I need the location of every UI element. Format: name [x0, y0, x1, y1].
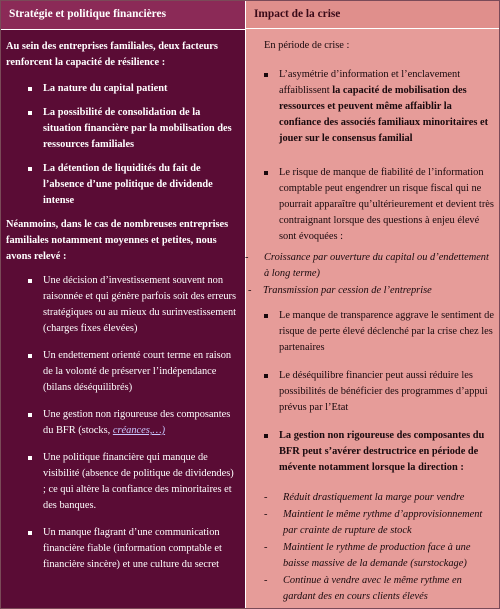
bullet-icon — [28, 167, 32, 171]
dash-item: - Maintient le rythme de production face à une baisse massive de la demande (surstockage) — [264, 542, 471, 569]
strategy-intro: Au sein des entreprises familiales, deux facteurs renforcent la capacité de résilience : — [6, 41, 218, 68]
bullet-icon — [28, 111, 32, 115]
bullet-icon — [264, 73, 268, 77]
dash-item: - Réduit drastiquement la marge pour vendre — [264, 490, 495, 506]
list-item: La nature du capital patient — [6, 81, 239, 97]
dash-icon: - — [245, 252, 249, 263]
observations-list — [6, 273, 239, 573]
dash-item: - Transmission par cession de l’entreprise — [245, 283, 495, 299]
list-item: Une décision d’investissement souvent non raisonnée et qui génère parfois soit des erreurs stratégiques ou au mieux du surinvestissement (charges fixes élevées) — [6, 273, 239, 337]
strategy-transition: Néanmoins, dans le cas de nombreuses entreprises familiales notamment moyennes et petites, nous avons relevé : — [6, 219, 229, 262]
bullet-icon — [28, 413, 32, 417]
list-item: L’asymétrie d’information et l’enclavement affaiblissent la capacité de mobilisation des ressources et peuvent même affaiblir la confiance des associés familiaux minoritaires et jouer sur le consensus familial — [264, 67, 495, 147]
dash-icon: - — [248, 285, 252, 296]
bullet-icon — [264, 314, 268, 318]
dash-icon: - — [264, 575, 268, 586]
dash-item: - Maintient le même rythme d’approvisionnement par crainte de rupture de stock — [264, 509, 483, 536]
strategy-column — [1, 29, 249, 608]
list-item: La gestion non rigoureuse des composantes du BFR peut s’avérer destructrice en période de mévente notamment lorsque la direction : - Réduit drastiquement la marge pour vendre - Maintient le même rythme d’approvisionnement par crainte de rupture de stock - Maintient le rythme de production face à une baisse massive de la demande (surstockage) - Continue à vendre avec le même rythme en gardant des en cours clients élevés — [264, 428, 495, 605]
impact-column — [246, 29, 499, 608]
list-item: Le risque de manque de fiabilité de l’information comptable peut engendrer un risque fiscal qui ne pourrait apparaître qu’ultérieurement et devient très contraignant lorsque des questions à enjeu élevé sont évoquées : - Croissance par ouverture du capital ou d’endettement à long terme) - Transmission par cession de l’entreprise — [264, 165, 495, 299]
dash-list — [264, 490, 495, 605]
bullet-icon — [28, 279, 32, 283]
list-item: Le manque de transparence aggrave le sentiment de risque de perte élevé déclenché par la crise chez les partenaires — [264, 308, 495, 356]
list-item: La possibilité de consolidation de la situation financière par la mobilisation des ressources familiales — [6, 105, 239, 153]
list-item: Une politique financière qui manque de visibilité (absence de politique de dividendes) ; ce qui altère la confiance des minoritaires et des banques. — [6, 450, 239, 514]
dash-item: - Croissance par ouverture du capital ou d’endettement à long terme) — [245, 252, 489, 279]
dash-item: - Continue à vendre avec le même rythme en gardant des en cours clients élevés — [264, 575, 462, 602]
list-item: La détention de liquidités du fait de l’absence d’une politique de dividende intense — [6, 161, 239, 209]
receivables-link[interactable]: créances,…) — [112, 425, 166, 436]
bullet-icon — [28, 87, 32, 91]
dash-icon: - — [264, 542, 268, 553]
header-strategy: Stratégie et politique financières — [1, 1, 246, 29]
list-item: Un endettement orienté court terme en raison de la volonté de préserver l’indépendance (bilans déséquilibrés) — [6, 348, 239, 396]
bullet-icon — [264, 171, 268, 175]
bullet-icon — [264, 374, 268, 378]
list-item: Une gestion non rigoureuse des composantes du BFR (stocks, créances,…) — [6, 407, 239, 439]
list-item: Le déséquilibre financier peut aussi réduire les possibilités de bénéficier des programmes d’appui prévus par l’Etat — [264, 368, 495, 416]
bullet-icon — [264, 434, 268, 438]
bullet-icon — [28, 531, 32, 535]
bullet-icon — [28, 456, 32, 460]
dash-icon: - — [264, 492, 268, 503]
resilience-factors-list — [6, 81, 239, 209]
list-item: Un manque flagrant d’une communication financière fiable (information comptable et financière sincère) et une culture du secret — [6, 525, 239, 573]
bullet-icon — [28, 354, 32, 358]
header-impact: Impact de la crise — [246, 1, 499, 29]
impact-list — [245, 67, 495, 605]
impact-intro: En période de crise : — [264, 40, 350, 51]
dash-list — [245, 250, 495, 299]
dash-icon: - — [264, 509, 268, 520]
